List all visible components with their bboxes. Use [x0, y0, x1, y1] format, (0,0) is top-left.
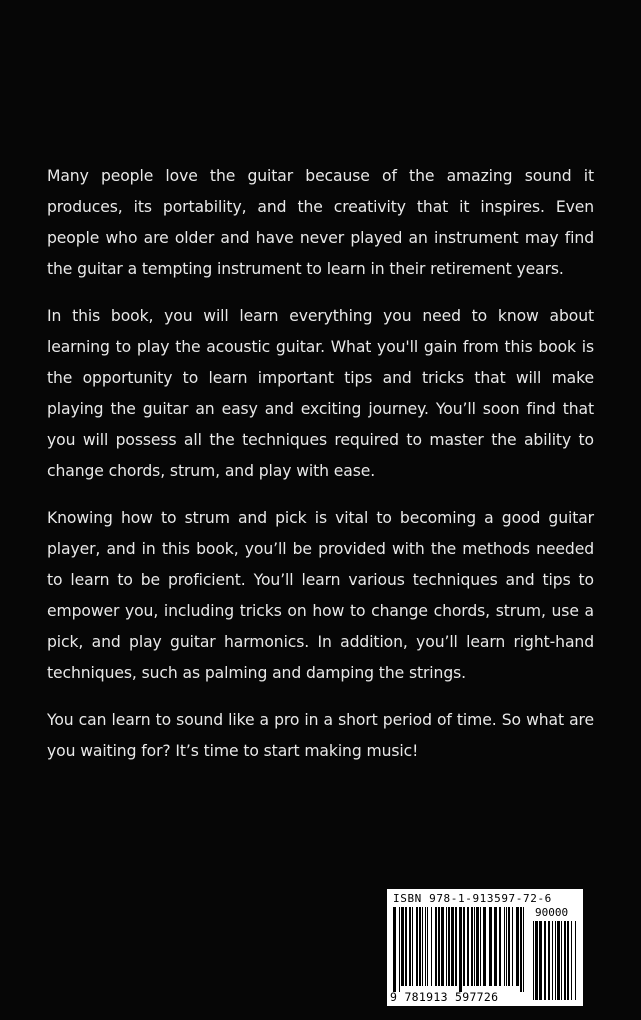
barcode-bar	[508, 907, 510, 986]
back-cover-blurb	[47, 161, 594, 783]
barcode-bar	[441, 907, 444, 986]
barcode-bar	[489, 907, 492, 986]
barcode-bar	[425, 907, 426, 986]
barcode-bar	[557, 921, 560, 1000]
barcode-bar	[520, 907, 522, 992]
isbn-label: ISBN 978-1-913597-72-6	[393, 892, 552, 905]
barcode-bar	[459, 907, 462, 992]
barcode-bar	[431, 907, 432, 986]
blurb-paragraph-2: In this book, you will learn everything you need to know about learning to play the acoustic guitar. What you'll gain from this book is the opportunity to learn important tips and tricks that will make playing the guitar an easy and exciting journey. You’ll soon find that you will possess all the techniques required to master the ability to change chords, strum, and play with ease.	[47, 307, 594, 480]
barcode-bar	[564, 921, 566, 1000]
barcode-bar	[494, 907, 497, 986]
barcode-bar	[412, 907, 413, 986]
barcode-bar	[539, 921, 542, 1000]
barcode-bar	[516, 907, 519, 986]
barcode-bar	[427, 907, 428, 986]
barcode-bar	[480, 907, 481, 986]
barcode-bar	[401, 907, 404, 986]
barcode-bar	[535, 921, 538, 1000]
barcode-bar	[552, 921, 553, 1000]
barcode-bar	[393, 907, 396, 992]
barcode-bar	[555, 921, 556, 1000]
barcode-bar	[448, 907, 450, 986]
barcode-bar	[561, 921, 562, 1000]
barcode-bar	[483, 907, 486, 986]
barcode-bar	[548, 921, 550, 1000]
barcode-bar	[399, 907, 400, 992]
barcode-bar	[451, 907, 454, 986]
barcode-bar	[533, 921, 534, 1000]
barcode-bar	[476, 907, 479, 986]
price-addon-code: 90000	[535, 906, 569, 919]
barcode-bar	[446, 907, 447, 986]
barcode-bar	[409, 907, 411, 986]
barcode-bar	[416, 907, 418, 986]
barcode-bar	[463, 907, 465, 986]
barcode-bar	[455, 907, 457, 986]
ean-digits: 9 781913 597726	[390, 990, 499, 1004]
barcode-bar	[575, 921, 576, 1000]
isbn-barcode	[387, 889, 583, 1006]
barcode-bar	[438, 907, 440, 986]
barcode-bar	[523, 907, 524, 992]
barcode-bar	[499, 907, 501, 986]
barcode-bar	[471, 907, 473, 986]
barcode-bar	[467, 907, 469, 986]
barcode-bar	[422, 907, 423, 986]
barcode-bar	[567, 921, 569, 1000]
blurb-paragraph-1: Many people love the guitar because of the amazing sound it produces, its portability, and the creativity that it inspires. Even people who are older and have never played an instrument may find the guitar a tempting instrument to learn in their retirement years.	[47, 167, 594, 278]
blurb-paragraph-4: You can learn to sound like a pro in a short period of time. So what are you waiting for? It’s time to start making music!	[47, 711, 594, 760]
barcode-bar	[474, 907, 475, 986]
barcode-bar	[571, 921, 572, 1000]
barcode-bar	[504, 907, 505, 986]
barcode-bar	[512, 907, 513, 986]
barcode-bar	[506, 907, 507, 986]
barcode-bar	[544, 921, 546, 1000]
barcode-bar	[435, 907, 437, 986]
blurb-paragraph-3: Knowing how to strum and pick is vital to becoming a good guitar player, and in this book, you’ll be provided with the methods needed to learn to be proficient. You’ll learn various techniques and tips to empower you, including tricks on how to change chords, strum, use a pick, and play guitar harmonics. In addition, you’ll learn right-hand techniques, such as palming and damping the strings.	[47, 509, 594, 682]
barcode-bar	[419, 907, 421, 986]
barcode-bar	[405, 907, 407, 986]
